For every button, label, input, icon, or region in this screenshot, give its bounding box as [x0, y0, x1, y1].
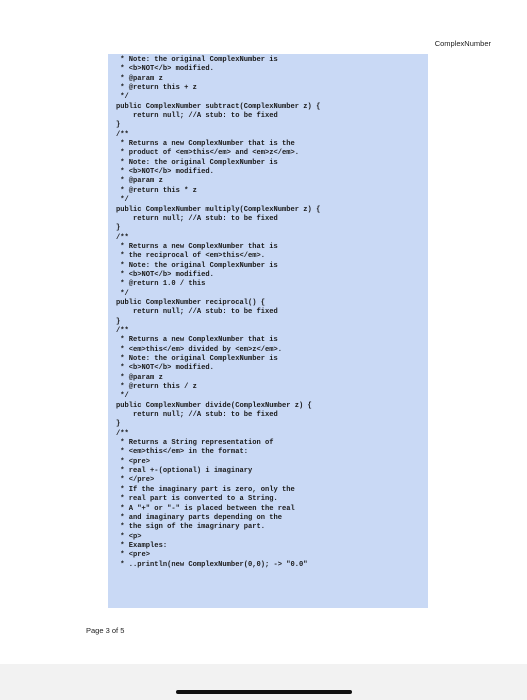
home-indicator-bar[interactable]	[176, 690, 352, 694]
code-line: * @param z	[116, 177, 163, 186]
code-block	[108, 54, 428, 608]
code-line: * <pre>	[116, 551, 151, 560]
code-line: */	[116, 196, 129, 205]
code-line: public ComplexNumber multiply(ComplexNumber z) {	[116, 205, 321, 214]
code-line: * the sign of the imagrinary part.	[116, 523, 265, 532]
code-line: */	[116, 93, 129, 102]
code-line: /**	[116, 233, 129, 242]
code-line: return null; //A stub: to be fixed	[116, 308, 278, 317]
code-line: return null; //A stub: to be fixed	[116, 214, 278, 223]
code-line: * <b>NOT</b> modified.	[116, 270, 214, 279]
code-line: * the reciprocal of <em>this</em>.	[116, 252, 265, 261]
code-line: * Note: the original ComplexNumber is	[116, 355, 278, 363]
code-line: * real +-(optional) i imaginary	[116, 467, 253, 476]
code-line: }	[116, 121, 121, 130]
code-line: * Returns a new ComplexNumber that is	[116, 336, 278, 345]
code-line: * </pre>	[116, 476, 155, 485]
code-line: * @param z	[116, 373, 163, 382]
code-line: /**	[116, 130, 129, 139]
code-line: * <b>NOT</b> modified.	[116, 65, 214, 74]
code-line: */	[116, 392, 129, 401]
code-line: * <b>NOT</b> modified.	[116, 168, 214, 177]
code-line: * real part is converted to a String.	[116, 495, 278, 504]
code-line: * @return 1.0 / this	[116, 280, 206, 289]
code-line: }	[116, 317, 121, 326]
code-line: * A "+" or "-" is placed between the real	[116, 504, 295, 513]
code-line: public ComplexNumber reciprocal() {	[116, 298, 265, 307]
code-line: public ComplexNumber divide(ComplexNumber z) {	[116, 401, 312, 410]
code-line: }	[116, 224, 121, 233]
code-line: * Returns a String representation of	[116, 439, 274, 448]
code-line: * Note: the original ComplexNumber is	[116, 56, 278, 64]
code-line: * Note: the original ComplexNumber is	[116, 261, 278, 270]
code-line: * @return this * z	[116, 186, 197, 195]
code-line: * @param z	[116, 74, 163, 83]
code-line: * <em>this</em> divided by <em>z</em>.	[116, 345, 283, 354]
page-header-title: ComplexNumber	[434, 39, 491, 48]
code-line: * <pre>	[116, 457, 151, 466]
code-line: public ComplexNumber subtract(ComplexNumber z) {	[116, 102, 321, 111]
code-line: * Note: the original ComplexNumber is	[116, 158, 278, 167]
code-line: */	[116, 289, 129, 298]
code-line: return null; //A stub: to be fixed	[116, 411, 278, 420]
code-line: * Examples:	[116, 541, 168, 550]
code-line: * ..println(new ComplexNumber(0,0); -> "0.0"	[116, 560, 308, 569]
code-line: * @return this / z	[116, 383, 197, 392]
code-line: * If the imaginary part is zero, only the	[116, 485, 295, 494]
code-line: /**	[116, 429, 129, 438]
code-line: * and imaginary parts depending on the	[116, 513, 283, 522]
code-line: * <em>this</em> in the format:	[116, 448, 248, 457]
code-line: * <p>	[116, 532, 142, 541]
code-line: * Returns a new ComplexNumber that is the	[116, 140, 295, 149]
code-line: * product of <em>this</em> and <em>z</em>.	[116, 149, 300, 158]
code-line: return null; //A stub: to be fixed	[116, 112, 278, 121]
code-line: * <b>NOT</b> modified.	[116, 364, 214, 373]
code-line: * Returns a new ComplexNumber that is	[116, 242, 278, 251]
code-line: /**	[116, 326, 129, 335]
page-number: Page 3 of 5	[86, 626, 125, 635]
code-line: }	[116, 420, 121, 429]
code-line: * @return this + z	[116, 84, 197, 93]
